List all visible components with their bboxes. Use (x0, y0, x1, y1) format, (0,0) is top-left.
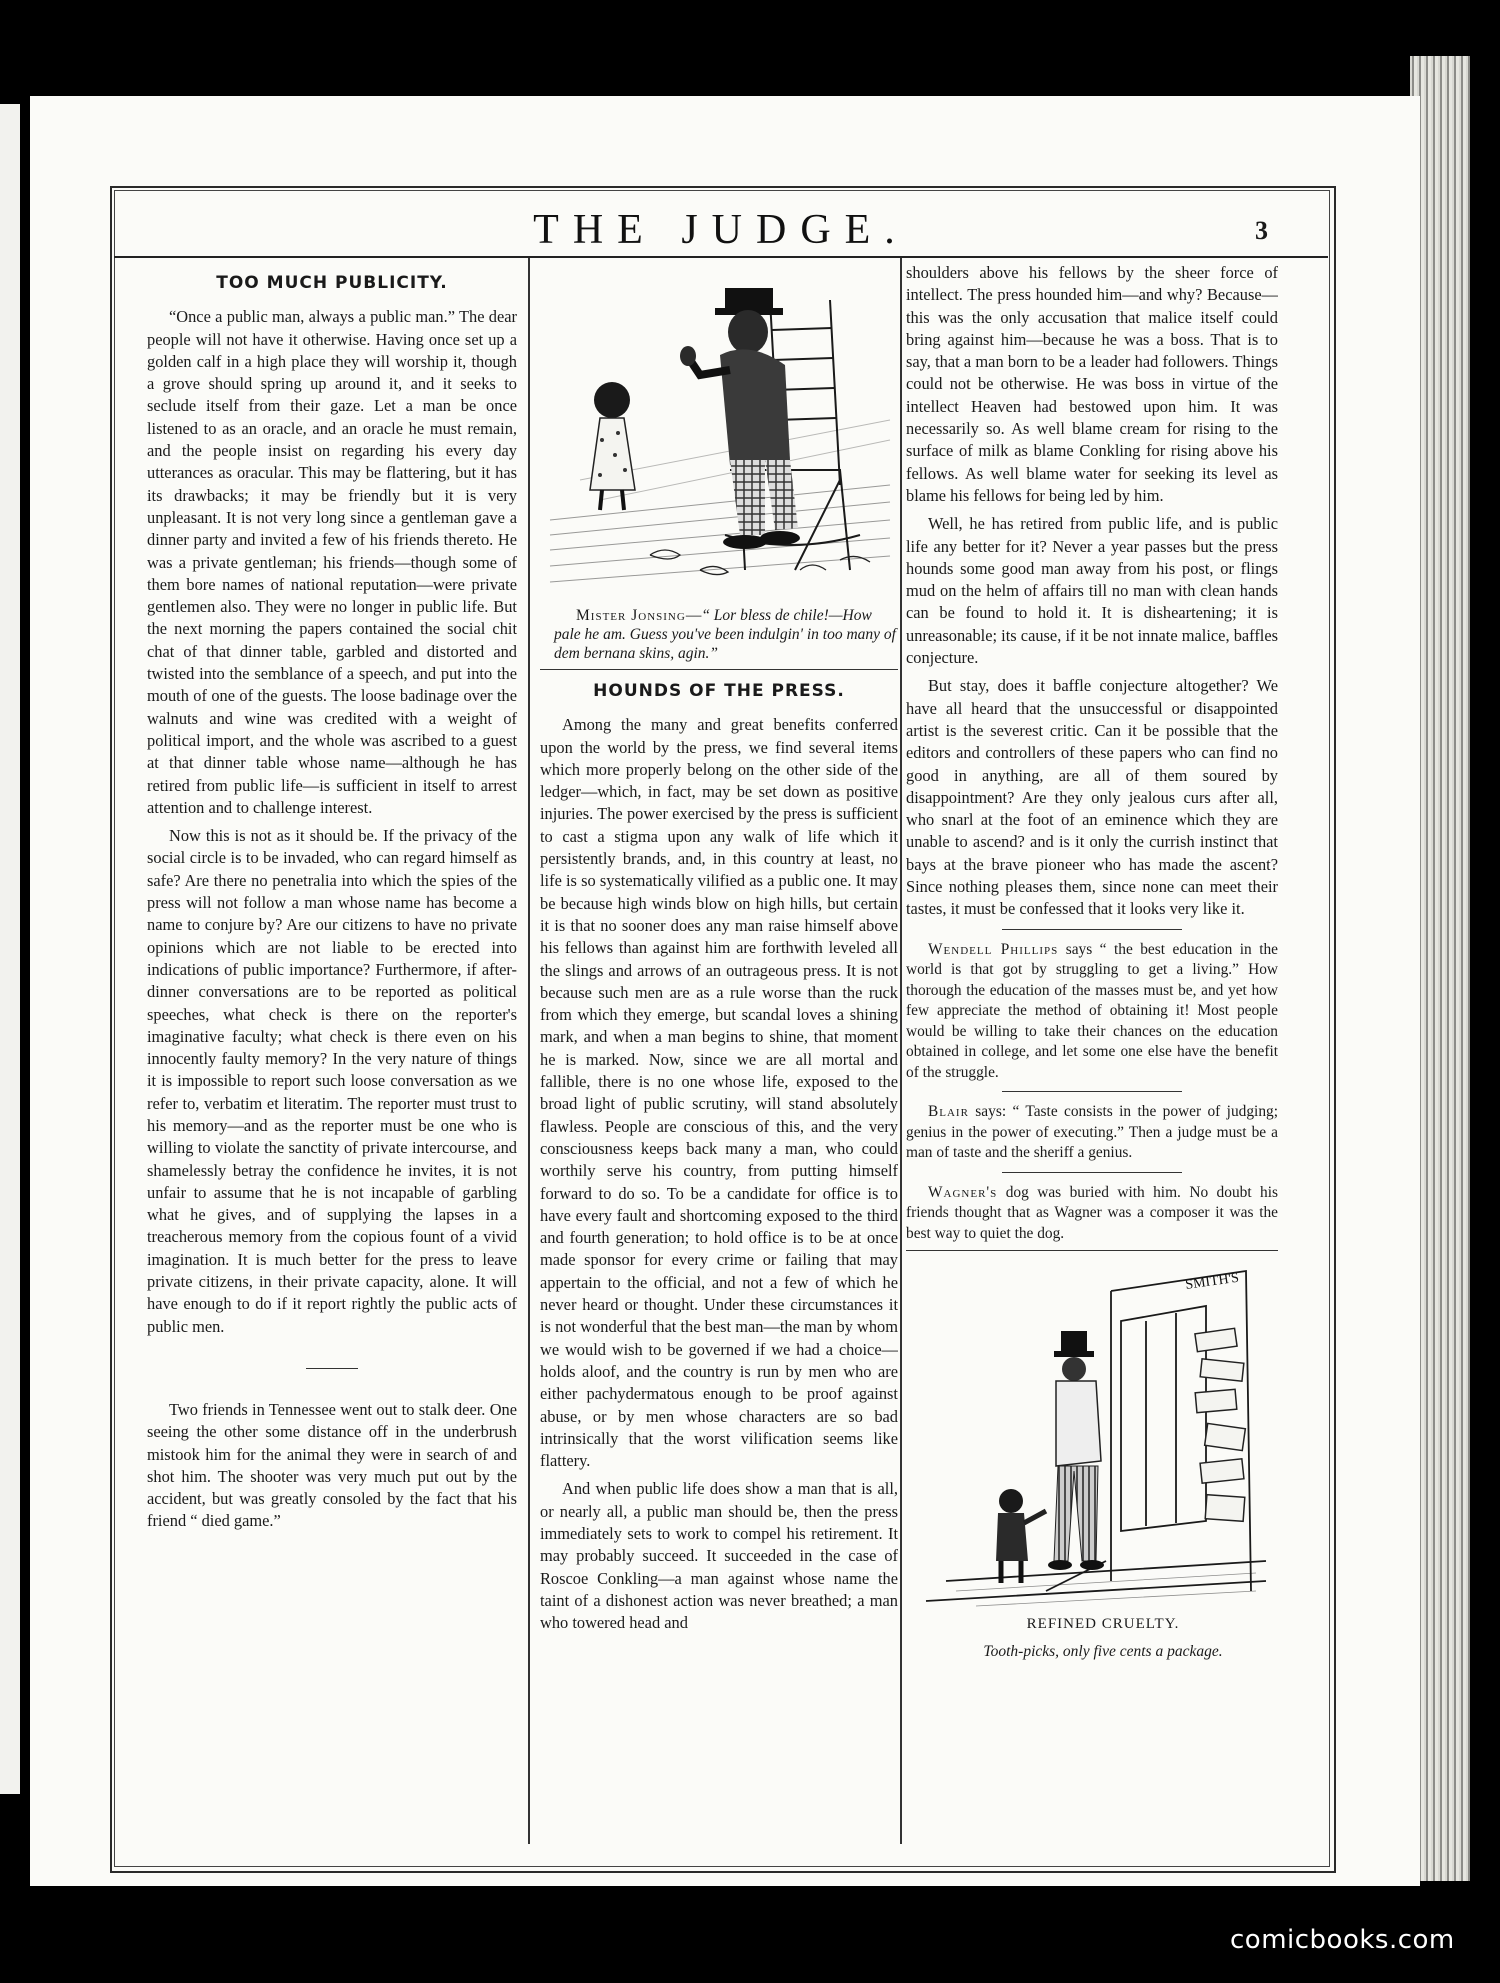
section-separator (1002, 929, 1182, 930)
cartoon-subtitle: Tooth-picks, only five cents a package. (983, 1643, 1223, 1661)
column-2 (540, 262, 898, 1640)
article-paragraph: Now this is not as it should be. If the privacy of the social circle is to be invaded, who can regard himself as safe? Are there no penetralia into which the spies of the press will not follow a man whose name has become a name to conjure by? Are our citizens to have no private opinions which are not liable to be erected into indications of public importance? Furthermore, if after-dinner conversations are to be reported as political speeches, what check is there on the reporter's imaginative faculty; what check is there even on his innocently faulty memory? In the very nature of things it is impossible to report such loose conversation as we refer to, verbatim et literatim. The reporter must trust to his memory—and as the reporter must be one who is willing to violate the sanctity of private intercourse, and shamelessly betray the confidence he invites, it is not unfair to assume that he is not incapable of garbling what he gives, and of supplying the lapses in a treacherous memory from the copious fount of a vivid imagination. It is much better for the press to leave private citizens, in their private capacity, alone. It will have enough to do if it report rightly the public acts of public men. (147, 826, 517, 1336)
article-headline: TOO MUCH PUBLICITY. (216, 273, 448, 293)
item-name: Wagner's (928, 1183, 998, 1201)
item-name: Blair (928, 1103, 969, 1121)
item-text: says “ the best education in the world is that got by struggling to get a living.” How thorough the education of the masses must be, and yet how few appreciate the method of obtaining it! Most people would be willing to take their chances on the education obtained in college, and let some one else have the benefit of the struggle. (906, 940, 1278, 1081)
article-paragraph: Among the many and great benefits conferred upon the world by the press, we find several items which more properly belong on the other side of the ledger—which, in fact, may be set down as positive injuries. The power exercised by the press is sufficient to cast a stigma upon any walk of life which it persistently brands, and, in this country at least, no life is so systematically vilified as a public one. It may be because high winds blow on high hills, but certain it is that no sooner does any man raise himself above his fellows than against him are forthwith leveled all the slings and arrows of an outrageous press. It is not because such men are as a rule worse than the ruck from which they emerge, but scandal loves a shining mark, and when a man begins to shine, that moment he is marked. Now, since we are all mortal and fallible, there is no one whose life, exposed to the broad light of public scrutiny, will stand absolutely flawless. People are conscious of this, and the very consciousness keeps back many a man, who could worthily serve his country, from putting himself forward to do so. To be a candidate for office is to have every fault and shortcoming exposed to the third and fourth generation; to hold office is to be at once made sponsor for every crime or failing that may appertain to the official, and not a few of which he never heard or thought. Under these circumstances it is not wonderful that the best man—the man by whom we would wish to be governed if we had a choice—holds aloof, and the country is run by men who are either pachydermatous enough to be proof against abuse, or by men whose characters are so bad intrinsically that the worst vilification seems like flattery. (540, 715, 898, 1471)
cartoon-refined-cruelty (906, 1261, 1278, 1613)
section-separator (1002, 1091, 1182, 1092)
article-paragraph: But stay, does it baffle conjecture altogether? We have all heard that the unsuccessful or disappointed artist is the severest critic. Can it be possible that the editors and controllers of these papers who can find no good in anything, are all of them soured by disappointment? Are they only jealous curs after all, who snarl at the foot of an eminence which they are unable to ascend? and is it only the currish instinct that bays at the brave pioneer who has made the ascent? Since nothing pleases them, since none can meet their tastes, it must be confessed that it looks very like it. (906, 676, 1278, 919)
column-divider (528, 258, 530, 1844)
item-text: says: “ Taste consists in the power of judging; genius in the power of executing.” Then a judge must be a man of taste and the sheriff a genius. (906, 1103, 1278, 1162)
masthead-rule (114, 256, 1328, 258)
shop-sign: SMITH'S (1184, 1270, 1240, 1294)
item-wagner (906, 1183, 1278, 1245)
column-divider (900, 258, 902, 1844)
caption-quote: “ Lor bless de chile!—How pale he am. Guess you've been indulgin' in too many of dem bernana skins, agin.” (554, 607, 896, 662)
cartoon-title: REFINED CRUELTY. (1026, 1616, 1180, 1633)
anecdote-paragraph: Two friends in Tennessee went out to stalk deer. One seeing the other some distance off in the underbrush mistook him for the animal they were in search of and shot him. The shooter was very much put out by the accident, but was greatly consoled by the fact that his friend “ died game.” (147, 1399, 517, 1531)
cartoon-caption: Mister Jonsing—“ Lor bless de chile!—How pale he am. Guess you've been indulgin' in too many of dem bernana skins, agin.” (554, 607, 896, 662)
item-blair (906, 1102, 1278, 1164)
column-3 (906, 262, 1278, 1670)
section-separator (540, 669, 898, 670)
masthead-title: THE JUDGE. (533, 207, 909, 253)
article-paragraph: shoulders above his fellows by the sheer force of intellect. The press hounded him—and why? Because—this was the only accusation that malice itself could bring against him—because he was a boss. That is to say, that a man born to be a leader had followers. Things could not be otherwise. He was boss in virtue of the intellect Heaven had bestowed upon him. It was necessarily so. As well blame cream for rising to the surface of milk as blame Conkling for rising above his fellows. As well blame water for seeking its level as blame his fellows for being led by him. (906, 263, 1278, 505)
section-separator (1002, 1172, 1182, 1173)
column-1 (147, 262, 517, 1539)
section-separator (306, 1368, 358, 1369)
page-number: 3 (1255, 216, 1268, 245)
article-paragraph: And when public life does show a man that is all, or nearly all, a public man should be, then the press immediately sets to work to compel his retirement. It may probably succeed. It succeeded in the case of Roscoe Conkling—a man against whose name the taint of a dishonest action was never breathed; a man who towered head and (540, 1479, 898, 1633)
item-text: dog was buried with him. No doubt his friends thought that as Wagner was a composer it was the best way to quiet the dog. (906, 1183, 1278, 1242)
cartoon-old-man-and-child (540, 270, 898, 600)
article-paragraph: “Once a public man, always a public man.” The dear people will not have it otherwise. Having once set up a golden calf in a high place they will worship it, though a grove should spring up around it, and it seeks to seclude itself from their gaze. Let a man be once listened to as an oracle, and an oracle he must remain, and the people insist on regarding his every day utterances as oracular. This may be flattering, but it has its drawbacks; it may be friendly but it is very unpleasant. It is not very long since a gentleman gave a dinner party and invited a few of his friends thereto. He was a private gentleman; his friends—though some of them bore names of national reputation—were private gentlemen also. They were no longer in public life. But the next morning the papers contained the social chit chat of that dinner table, garbled and distorted and twisted into the semblance of a speech, and put into the mouth of one of the guests. The loose badinage over the walnuts and wine was credited with a weight of political import, and the whole was ascribed to a guest at that dinner table whose name—although he has retired from public life—is sufficient in itself to arrest attention and to challenge interest. (147, 307, 517, 817)
article-paragraph: Well, he has retired from public life, and is public life any better for it? Never a year passes but the press hounds some good man away from his post, or flings mud on the helm of affairs till no man with clean hands can be found to hold it. It is disheartening; it is unreasonable; its cause, if it be not innate malice, baffles conjecture. (906, 514, 1278, 668)
watermark-text: comicbooks.com (1230, 1925, 1455, 1955)
caption-speaker: Mister Jonsing (576, 607, 686, 624)
item-phillips (906, 940, 1278, 1084)
section-separator (906, 1250, 1278, 1251)
adjacent-page-edge (0, 104, 20, 1794)
item-name: Wendell Phillips (928, 940, 1059, 958)
article-headline: HOUNDS OF THE PRESS. (593, 681, 845, 701)
